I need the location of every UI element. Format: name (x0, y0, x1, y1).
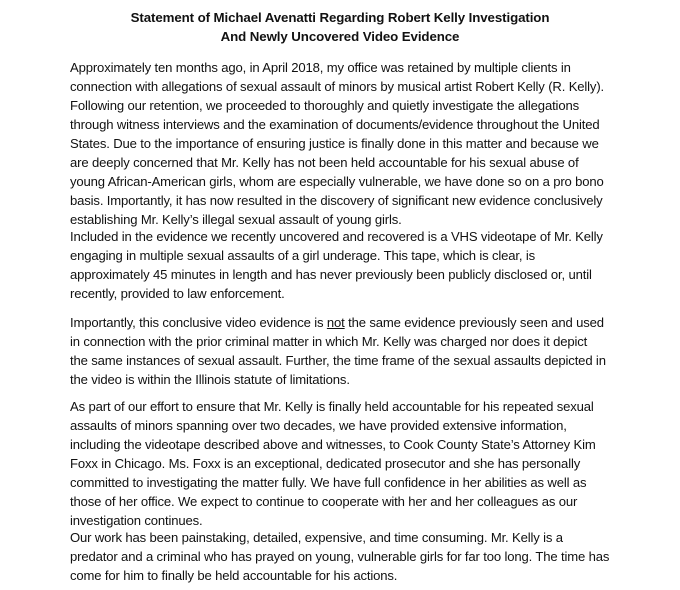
text-segment: Importantly, this conclusive video evidence is (70, 315, 327, 330)
paragraph-videotape (70, 227, 650, 303)
title-line-2: And Newly Uncovered Video Evidence (220, 29, 460, 44)
text-line: are deeply concerned that Mr. Kelly has not been held accountable for his sexual abuse of (70, 155, 579, 170)
text-line: As part of our effort to ensure that Mr. Kelly is finally held accountable for his repeated sexual (70, 399, 594, 414)
paragraph-new-evidence (70, 313, 650, 389)
text-line: States. Due to the importance of ensuring justice is finally done in this matter and because we (70, 136, 599, 151)
text-line: through witness interviews and the examination of documents/evidence throughout the United (70, 117, 600, 132)
text-line: young African-American girls, whom are especially vulnerable, we have done so on a pro bono (70, 174, 604, 189)
text-line: the same instances of sexual assault. Further, the time frame of the sexual assaults depicted in (70, 353, 606, 368)
text-line: Following our retention, we proceeded to thoroughly and quietly investigate the allegations (70, 98, 579, 113)
text-line: recently, provided to law enforcement. (70, 286, 285, 301)
underlined-word: not (326, 315, 345, 330)
text-line: engaging in multiple sexual assaults of a girl underage. This tape, which is clear, is (70, 248, 536, 263)
text-segment: the same evidence previously seen and used (344, 315, 604, 330)
text-line: approximately 45 minutes in length and has never previously been publicly disclosed or, until (70, 267, 592, 282)
text-line: Our work has been painstaking, detailed, expensive, and time consuming. Mr. Kelly is a (70, 530, 563, 545)
text-line: come for him to finally be held accountable for his actions. (70, 568, 398, 583)
text-line: Foxx in Chicago. Ms. Foxx is an exceptional, dedicated prosecutor and she has personally (70, 456, 581, 471)
text-line: committed to investigating the matter fully. We have full confidence in her abilities as well as (70, 475, 587, 490)
text-line: the video is within the Illinois statute of limitations. (70, 372, 350, 387)
title-line-1: Statement of Michael Avenatti Regarding Robert Kelly Investigation (130, 10, 550, 25)
document-title (0, 8, 680, 46)
text-line: including the videotape described above and witnesses, to Cook County State’s Attorney Kim (70, 437, 596, 452)
text-line: in connection with the prior criminal matter in which Mr. Kelly was charged nor does it depict (70, 334, 588, 349)
text-line: assaults of minors spanning over two decades, we have provided extensive information, (70, 418, 567, 433)
text-line: Included in the evidence we recently uncovered and recovered is a VHS videotape of Mr. Kelly (70, 229, 603, 244)
text-line: connection with allegations of sexual assault of minors by musical artist Robert Kelly (R. Kelly). (70, 79, 605, 94)
text-line: predator and a criminal who has prayed on young, vulnerable girls for far too long. The time has (70, 549, 610, 564)
text-line (70, 313, 650, 332)
text-line: those of her office. We expect to continue to cooperate with her and her colleagues as our (70, 494, 578, 509)
text-line: basis. Importantly, it has now resulted in the discovery of significant new evidence conclusively (70, 193, 603, 208)
text-line: investigation continues. (70, 513, 203, 528)
paragraph-conclusion (70, 528, 650, 585)
text-line: Approximately ten months ago, in April 2018, my office was retained by multiple clients in (70, 60, 571, 75)
paragraph-retention (70, 58, 650, 229)
text-line: establishing Mr. Kelly’s illegal sexual assault of young girls. (70, 212, 402, 227)
paragraph-prosecutor (70, 397, 650, 530)
